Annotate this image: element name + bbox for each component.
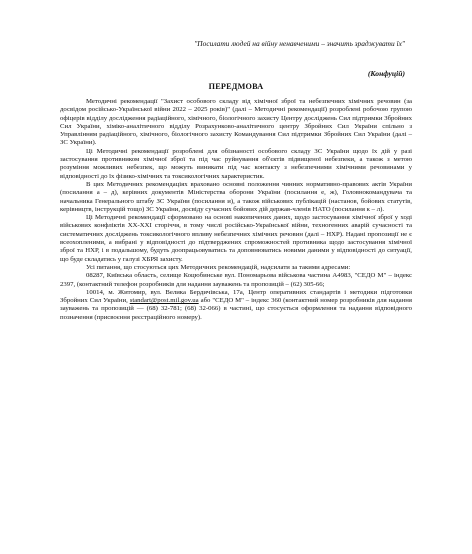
document-body	[60, 98, 412, 322]
paragraph-7-text-end: або "СЕДО М" – індекс 360 (контактний номер розробників для надання зауважень та пропозицій — (68) 32-781; (68) 32-066) в частині, що стосується оформлення та надання відповідного позначення (присвоєння реєстраційного номеру).	[60, 297, 412, 321]
epigraph-quote: "Посилати людей на війну ненавченими – значить зраджувати їх"	[194, 39, 405, 48]
paragraph-5: Усі питання, що стосуються цих Методичних рекомендацій, надсилати за такими адресами:	[86, 263, 351, 271]
paragraph-3: В цих Методичних рекомендаціях враховано основні положення чинних нормативно-правових актів України (посилання а – д), керівних документів Міністерства оборони України (посилання е, ж), Головнокомандувача та начальника Генерального штабу ЗС України (посилання и), а також військових публікацій (настанов, бойових статутів, керівництв, інструкцій тощо) ЗС України, досвіду сучасних бойових дій держав-членів НАТО (посилання к – л).	[60, 180, 412, 213]
paragraph-4: Ці Методичні рекомендації сформовано на основі накопичених даних, щодо застосування хімічної зброї у ході військових конфліктів XX-XXI сторіччя, в тому числі російсько-Української війни, техногенних аварій сучасності та систематичних досліджень токсикологічного впливу небезпечних хімічних речовин (далі – НХР). Надані пропозиції не є всеохопленими, а вибрані у відповідності до підтверджених спроможностей противника щодо застосування хімічної зброї та НХР, і в подальшому, будуть доопрацьовуватись та доповнюватись новими даними у відповідності до ситуації, що буде складатись у галузі ХБРЯ захисту.	[60, 214, 412, 263]
email-link[interactable]: standart@post.mil.gov.ua	[129, 297, 199, 305]
section-heading: ПЕРЕДМОВА	[208, 82, 264, 91]
paragraph-2: Ці Методичні рекомендації розроблені для обізнаності особового складу ЗС України щодо їх дій у разі застосування противником хімічної зброї та під час руйнування об'єктів підвищеної небезпеки, а також з метою розуміння можливих небезпек, що можуть виникати під час контакту з небезпечними хімічними речовинами у відповідності до їх фізико-хімічних та токсикологічних характеристик.	[60, 147, 412, 180]
paragraph-1: Методичні рекомендації "Захист особового складу від хімічної зброї та небезпечних хімічних речовин (за досвідом російсько-Української війни 2022 – 2025 років)" (далі – Методичні рекомендації) розроблені робочою групою офіцерів відділу дослідження радіаційного, хімічного, біологічного захисту Центру досліджень Сил підтримки Збройних Сил України, хіміко-аналітичного відділу Розрахунково-аналітичного центру Збройних Сил України спільно з Управлінням радіаційного, хімічного, біологічного захисту Командування Сил підтримки Збройних Сил України (далі – ЗС України).	[60, 98, 412, 147]
paragraph-6: 08287, Київська область, селище Коцюбинське вул. Пономарьова військова частина А4983, "СЕДО М" – індекс 2397, (контактний телефон розробників для надання зауважень та пропозицій – (62) 305-66;	[60, 272, 412, 288]
paragraph-7-text-start: 10014, м. Житомир, вул. Велика Бердичівська, 17а, Центр оперативних стандартів і методики підготовки Збройних Сил України,	[60, 288, 412, 305]
paragraph-7	[60, 289, 412, 322]
epigraph-author: (Конфуцій)	[367, 69, 405, 78]
